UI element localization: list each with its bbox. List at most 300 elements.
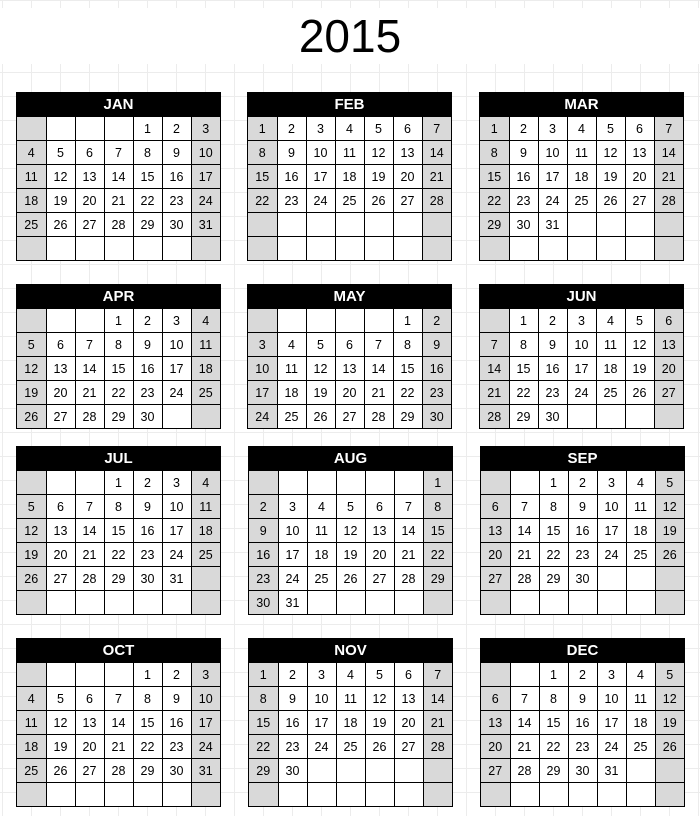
empty-day-cell [133, 783, 162, 807]
week-row [248, 381, 451, 405]
day-cell: 27 [365, 567, 394, 591]
empty-day-cell [17, 117, 46, 141]
day-cell: 18 [191, 519, 220, 543]
days-table [249, 471, 452, 614]
day-cell: 29 [480, 213, 509, 237]
day-cell: 19 [655, 519, 684, 543]
day-cell: 18 [307, 543, 336, 567]
day-cell: 3 [248, 333, 277, 357]
day-cell: 13 [335, 357, 364, 381]
day-cell: 24 [538, 189, 567, 213]
week-row [480, 141, 683, 165]
day-cell: 14 [394, 519, 423, 543]
day-cell: 5 [306, 333, 335, 357]
month-header: JUN [480, 285, 683, 309]
week-row [481, 567, 684, 591]
day-cell: 4 [567, 117, 596, 141]
empty-day-cell [17, 591, 46, 615]
week-row [17, 189, 220, 213]
day-cell: 17 [597, 711, 626, 735]
day-cell: 18 [596, 357, 625, 381]
day-cell: 21 [75, 381, 104, 405]
day-cell: 10 [162, 333, 191, 357]
empty-day-cell [46, 663, 75, 687]
day-cell: 1 [539, 663, 568, 687]
day-cell: 16 [133, 519, 162, 543]
day-cell: 28 [364, 405, 393, 429]
empty-day-cell [655, 759, 684, 783]
day-cell: 4 [336, 663, 365, 687]
day-cell: 24 [248, 405, 277, 429]
day-cell: 3 [278, 495, 307, 519]
week-row [481, 687, 684, 711]
week-row [17, 687, 220, 711]
day-cell: 25 [626, 735, 655, 759]
day-cell: 25 [17, 759, 46, 783]
month-sep [480, 446, 685, 615]
day-cell: 2 [568, 663, 597, 687]
empty-day-cell [568, 591, 597, 615]
day-cell: 25 [191, 381, 220, 405]
day-cell: 21 [510, 735, 539, 759]
week-row [17, 735, 220, 759]
day-cell: 7 [394, 495, 423, 519]
day-cell: 25 [626, 543, 655, 567]
day-cell: 5 [625, 309, 654, 333]
day-cell: 2 [568, 471, 597, 495]
day-cell: 2 [162, 117, 191, 141]
day-cell: 26 [655, 735, 684, 759]
month-feb [247, 92, 452, 261]
day-cell: 7 [423, 663, 452, 687]
day-cell: 3 [538, 117, 567, 141]
empty-day-cell [191, 237, 220, 261]
week-row [480, 333, 683, 357]
day-cell: 8 [104, 333, 133, 357]
day-cell: 13 [481, 519, 510, 543]
day-cell: 21 [510, 543, 539, 567]
empty-day-cell [75, 237, 104, 261]
day-cell: 5 [655, 471, 684, 495]
day-cell: 24 [278, 567, 307, 591]
day-cell: 23 [568, 735, 597, 759]
week-row [248, 213, 451, 237]
day-cell: 16 [162, 711, 191, 735]
empty-day-cell [480, 237, 509, 261]
day-cell: 10 [248, 357, 277, 381]
day-cell: 5 [596, 117, 625, 141]
day-cell: 23 [278, 735, 307, 759]
empty-day-cell [277, 309, 306, 333]
day-cell: 28 [654, 189, 683, 213]
empty-day-cell [75, 309, 104, 333]
week-row [17, 495, 220, 519]
day-cell: 21 [394, 543, 423, 567]
day-cell: 4 [17, 687, 46, 711]
day-cell: 1 [423, 471, 452, 495]
day-cell: 14 [75, 519, 104, 543]
day-cell: 14 [104, 711, 133, 735]
days-table [480, 309, 683, 428]
day-cell: 17 [162, 519, 191, 543]
day-cell: 3 [597, 471, 626, 495]
day-cell: 7 [104, 687, 133, 711]
day-cell: 3 [307, 663, 336, 687]
day-cell: 23 [133, 543, 162, 567]
empty-day-cell [17, 783, 46, 807]
empty-day-cell [335, 213, 364, 237]
day-cell: 29 [509, 405, 538, 429]
week-row [481, 663, 684, 687]
empty-day-cell [162, 237, 191, 261]
day-cell: 30 [133, 405, 162, 429]
day-cell: 25 [336, 735, 365, 759]
day-cell: 3 [306, 117, 335, 141]
month-header: DEC [481, 639, 684, 663]
day-cell: 21 [104, 189, 133, 213]
day-cell: 2 [509, 117, 538, 141]
day-cell: 9 [422, 333, 451, 357]
day-cell: 12 [596, 141, 625, 165]
empty-day-cell [509, 237, 538, 261]
day-cell: 20 [365, 543, 394, 567]
day-cell: 14 [423, 687, 452, 711]
month-jul [16, 446, 221, 615]
day-cell: 23 [422, 381, 451, 405]
empty-day-cell [423, 759, 452, 783]
week-row [248, 309, 451, 333]
empty-day-cell [364, 309, 393, 333]
day-cell: 24 [597, 543, 626, 567]
day-cell: 16 [568, 711, 597, 735]
week-row [17, 117, 220, 141]
day-cell: 1 [104, 309, 133, 333]
day-cell: 21 [654, 165, 683, 189]
day-cell: 8 [133, 141, 162, 165]
week-row [480, 237, 683, 261]
empty-day-cell [307, 471, 336, 495]
day-cell: 10 [191, 141, 220, 165]
day-cell: 28 [75, 405, 104, 429]
day-cell: 20 [46, 381, 75, 405]
week-row [249, 519, 452, 543]
week-row [249, 759, 452, 783]
empty-day-cell [162, 591, 191, 615]
day-cell: 17 [248, 381, 277, 405]
day-cell: 7 [364, 333, 393, 357]
day-cell: 27 [393, 189, 422, 213]
day-cell: 20 [393, 165, 422, 189]
day-cell: 15 [248, 165, 277, 189]
day-cell: 12 [365, 687, 394, 711]
day-cell: 12 [306, 357, 335, 381]
week-row [249, 591, 452, 615]
day-cell: 10 [538, 141, 567, 165]
empty-day-cell [625, 405, 654, 429]
days-table [17, 471, 220, 614]
day-cell: 11 [17, 711, 46, 735]
day-cell: 22 [539, 735, 568, 759]
empty-day-cell [104, 237, 133, 261]
day-cell: 19 [625, 357, 654, 381]
day-cell: 6 [394, 663, 423, 687]
day-cell: 17 [567, 357, 596, 381]
empty-day-cell [596, 237, 625, 261]
day-cell: 26 [655, 543, 684, 567]
days-table [17, 309, 220, 428]
day-cell: 29 [539, 567, 568, 591]
empty-day-cell [249, 783, 278, 807]
day-cell: 30 [162, 213, 191, 237]
day-cell: 18 [567, 165, 596, 189]
day-cell: 7 [75, 333, 104, 357]
month-header: SEP [481, 447, 684, 471]
empty-day-cell [46, 591, 75, 615]
day-cell: 13 [75, 711, 104, 735]
week-row [17, 165, 220, 189]
day-cell: 27 [335, 405, 364, 429]
empty-day-cell [336, 591, 365, 615]
week-row [17, 663, 220, 687]
day-cell: 23 [162, 735, 191, 759]
day-cell: 18 [336, 711, 365, 735]
day-cell: 11 [626, 495, 655, 519]
day-cell: 20 [75, 189, 104, 213]
day-cell: 30 [509, 213, 538, 237]
week-row [481, 759, 684, 783]
day-cell: 26 [365, 735, 394, 759]
day-cell: 5 [365, 663, 394, 687]
week-row [480, 189, 683, 213]
day-cell: 13 [75, 165, 104, 189]
empty-day-cell [104, 591, 133, 615]
day-cell: 28 [394, 567, 423, 591]
day-cell: 12 [364, 141, 393, 165]
empty-day-cell [597, 783, 626, 807]
day-cell: 3 [567, 309, 596, 333]
empty-day-cell [423, 783, 452, 807]
day-cell: 22 [133, 189, 162, 213]
day-cell: 7 [104, 141, 133, 165]
week-row [249, 495, 452, 519]
day-cell: 17 [191, 165, 220, 189]
week-row [248, 117, 451, 141]
day-cell: 4 [335, 117, 364, 141]
day-cell: 14 [422, 141, 451, 165]
empty-day-cell [394, 471, 423, 495]
day-cell: 8 [133, 687, 162, 711]
day-cell: 2 [249, 495, 278, 519]
empty-day-cell [597, 567, 626, 591]
empty-day-cell [46, 471, 75, 495]
day-cell: 18 [17, 735, 46, 759]
week-row [481, 711, 684, 735]
empty-day-cell [46, 117, 75, 141]
day-cell: 20 [75, 735, 104, 759]
day-cell: 22 [539, 543, 568, 567]
day-cell: 10 [278, 519, 307, 543]
week-row [481, 735, 684, 759]
empty-day-cell [393, 237, 422, 261]
day-cell: 15 [423, 519, 452, 543]
day-cell: 8 [480, 141, 509, 165]
empty-day-cell [104, 117, 133, 141]
empty-day-cell [568, 783, 597, 807]
empty-day-cell [626, 783, 655, 807]
day-cell: 29 [133, 213, 162, 237]
day-cell: 10 [162, 495, 191, 519]
empty-day-cell [306, 237, 335, 261]
day-cell: 21 [422, 165, 451, 189]
week-row [248, 165, 451, 189]
week-row [249, 687, 452, 711]
day-cell: 16 [509, 165, 538, 189]
day-cell: 19 [364, 165, 393, 189]
month-may [247, 284, 452, 429]
empty-day-cell [480, 309, 509, 333]
week-row [17, 759, 220, 783]
day-cell: 26 [625, 381, 654, 405]
month-header: JAN [17, 93, 220, 117]
day-cell: 13 [394, 687, 423, 711]
day-cell: 23 [277, 189, 306, 213]
empty-day-cell [249, 471, 278, 495]
day-cell: 20 [46, 543, 75, 567]
empty-day-cell [75, 117, 104, 141]
day-cell: 30 [249, 591, 278, 615]
day-cell: 25 [596, 381, 625, 405]
day-cell: 6 [654, 309, 683, 333]
day-cell: 4 [307, 495, 336, 519]
day-cell: 27 [625, 189, 654, 213]
day-cell: 27 [654, 381, 683, 405]
day-cell: 1 [133, 117, 162, 141]
month-header: APR [17, 285, 220, 309]
day-cell: 11 [277, 357, 306, 381]
day-cell: 13 [46, 357, 75, 381]
day-cell: 11 [335, 141, 364, 165]
day-cell: 29 [423, 567, 452, 591]
day-cell: 14 [104, 165, 133, 189]
week-row [481, 543, 684, 567]
empty-day-cell [539, 591, 568, 615]
day-cell: 3 [191, 663, 220, 687]
day-cell: 19 [365, 711, 394, 735]
empty-day-cell [336, 783, 365, 807]
day-cell: 28 [104, 759, 133, 783]
empty-day-cell [17, 309, 46, 333]
week-row [17, 783, 220, 807]
empty-day-cell [597, 591, 626, 615]
empty-day-cell [17, 663, 46, 687]
day-cell: 30 [422, 405, 451, 429]
day-cell: 3 [597, 663, 626, 687]
empty-day-cell [481, 591, 510, 615]
week-row [17, 519, 220, 543]
day-cell: 8 [539, 495, 568, 519]
empty-day-cell [625, 213, 654, 237]
month-aug [248, 446, 453, 615]
days-table [249, 663, 452, 806]
day-cell: 30 [538, 405, 567, 429]
day-cell: 21 [364, 381, 393, 405]
day-cell: 13 [654, 333, 683, 357]
empty-day-cell [365, 783, 394, 807]
day-cell: 1 [248, 117, 277, 141]
day-cell: 16 [538, 357, 567, 381]
day-cell: 1 [393, 309, 422, 333]
day-cell: 2 [278, 663, 307, 687]
empty-day-cell [75, 471, 104, 495]
day-cell: 12 [625, 333, 654, 357]
empty-day-cell [133, 237, 162, 261]
day-cell: 28 [423, 735, 452, 759]
day-cell: 12 [17, 519, 46, 543]
week-row [17, 333, 220, 357]
empty-day-cell [46, 237, 75, 261]
empty-day-cell [46, 309, 75, 333]
day-cell: 27 [46, 405, 75, 429]
day-cell: 15 [104, 357, 133, 381]
day-cell: 7 [510, 495, 539, 519]
week-row [249, 711, 452, 735]
day-cell: 7 [480, 333, 509, 357]
day-cell: 22 [480, 189, 509, 213]
month-nov [248, 638, 453, 807]
week-row [248, 141, 451, 165]
day-cell: 15 [480, 165, 509, 189]
days-table [17, 663, 220, 806]
empty-day-cell [248, 213, 277, 237]
month-header: MAR [480, 93, 683, 117]
day-cell: 17 [307, 711, 336, 735]
empty-day-cell [191, 783, 220, 807]
day-cell: 26 [17, 567, 46, 591]
empty-day-cell [510, 591, 539, 615]
day-cell: 15 [393, 357, 422, 381]
day-cell: 1 [480, 117, 509, 141]
empty-day-cell [277, 213, 306, 237]
day-cell: 9 [277, 141, 306, 165]
week-row [248, 333, 451, 357]
day-cell: 3 [162, 309, 191, 333]
week-row [248, 357, 451, 381]
day-cell: 6 [75, 687, 104, 711]
empty-day-cell [538, 237, 567, 261]
day-cell: 7 [75, 495, 104, 519]
week-row [248, 237, 451, 261]
day-cell: 27 [75, 759, 104, 783]
day-cell: 7 [422, 117, 451, 141]
empty-day-cell [75, 591, 104, 615]
day-cell: 13 [393, 141, 422, 165]
month-mar [479, 92, 684, 261]
empty-day-cell [365, 591, 394, 615]
empty-day-cell [510, 783, 539, 807]
day-cell: 17 [306, 165, 335, 189]
day-cell: 30 [278, 759, 307, 783]
day-cell: 4 [191, 471, 220, 495]
day-cell: 9 [538, 333, 567, 357]
day-cell: 2 [422, 309, 451, 333]
day-cell: 26 [336, 567, 365, 591]
days-table [17, 117, 220, 260]
day-cell: 22 [133, 735, 162, 759]
day-cell: 1 [133, 663, 162, 687]
day-cell: 25 [307, 567, 336, 591]
day-cell: 22 [423, 543, 452, 567]
week-row [17, 405, 220, 429]
